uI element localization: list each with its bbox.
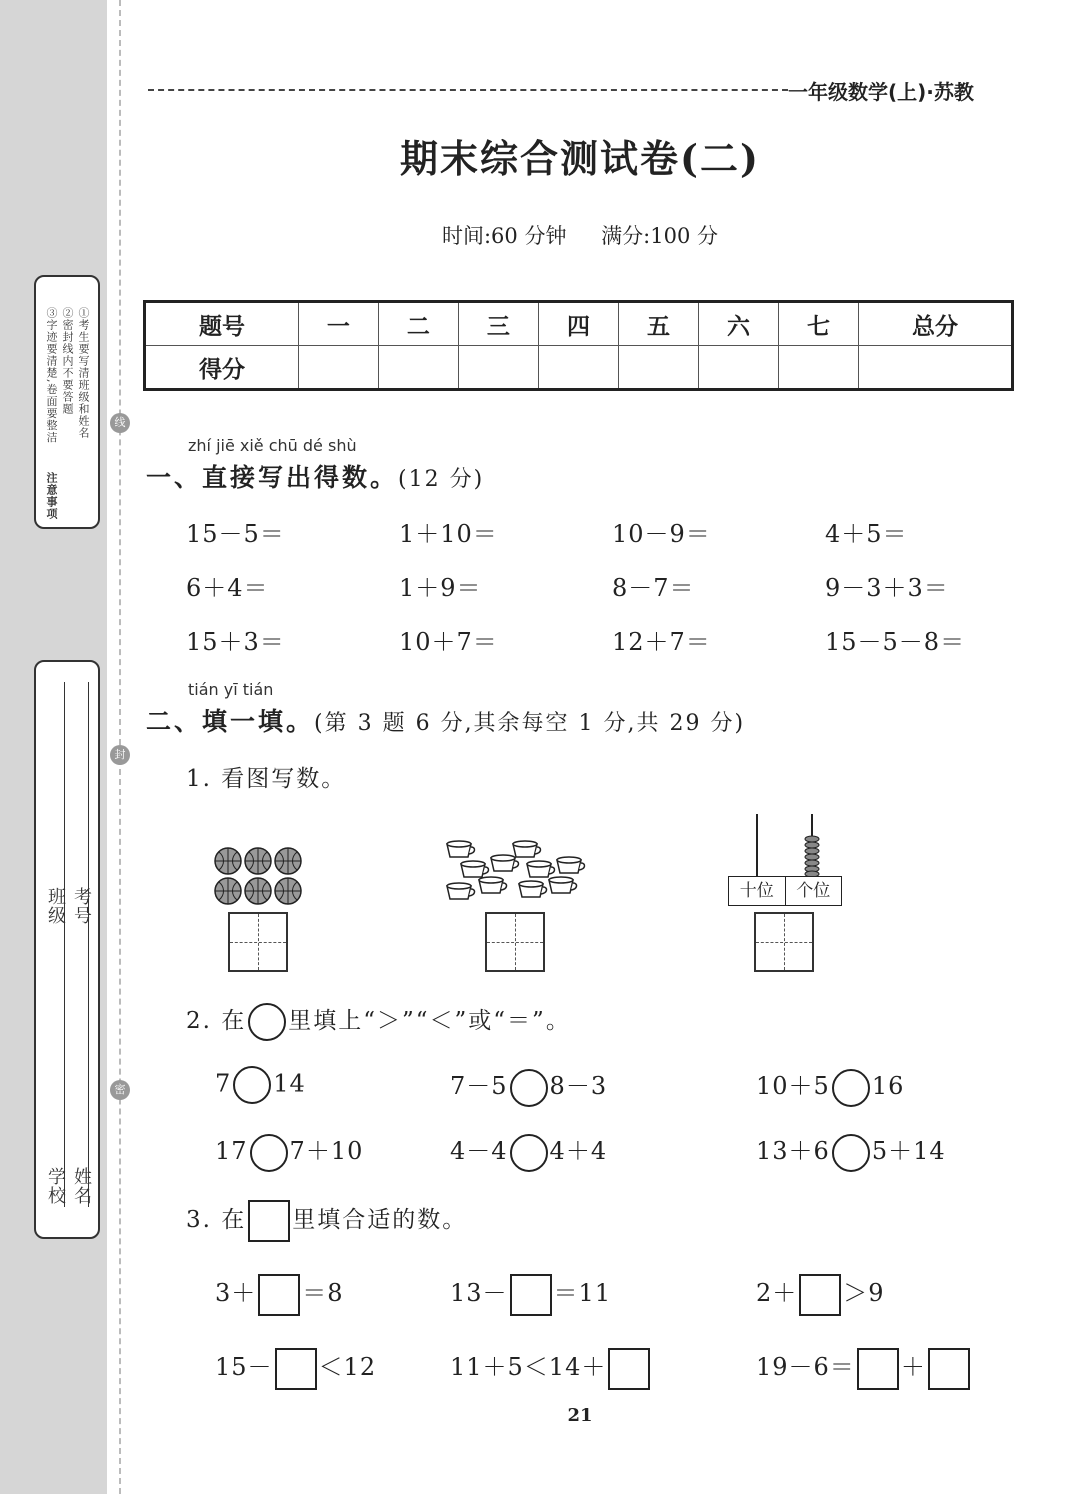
expr-part: 19－6＝ [756,1353,855,1381]
fill-item [450,1273,611,1316]
compare-circle[interactable] [832,1134,870,1172]
right-expr: 4＋4 [549,1137,608,1165]
fill-item [756,1273,885,1316]
expr-part: 3＋ [215,1279,257,1307]
fill-item [450,1347,652,1390]
left-expr: 4－4 [450,1137,508,1165]
note-3: ③字迹要清楚,卷面要整洁 [45,307,58,444]
answer-box[interactable] [608,1348,650,1390]
table-cell: 五 [618,302,698,346]
student-info-box [34,660,100,1239]
left-expr: 7－5 [450,1072,508,1100]
table-cell: 题号 [145,302,299,346]
compare-item [450,1131,607,1172]
answer-grid[interactable] [754,912,814,972]
compare-circle[interactable] [233,1066,271,1104]
answer-box[interactable] [928,1348,970,1390]
expr-part: 2＋ [756,1279,798,1307]
fill-item [756,1347,972,1390]
seal-feng-mark: 封 [110,745,130,765]
name-label: 姓名 [71,1167,92,1205]
series-label: 一年级数学(上)·苏教 [788,80,974,104]
section1-title [146,458,484,494]
equation: 10＋7＝ [399,628,498,656]
left-expr: 7 [215,1069,232,1098]
expr-part: ＝8 [302,1279,344,1307]
compare-circle[interactable] [250,1134,288,1172]
notes-title: 注意事项 [45,472,58,520]
question-3 [186,1200,467,1242]
equation: 9－3＋3＝ [825,574,949,602]
section2-pinyin: tián yī tián [188,680,274,699]
expr-part: ＋ [900,1353,926,1381]
right-expr: 8－3 [549,1072,608,1100]
compare-item [450,1066,607,1107]
abacus-base [728,876,842,906]
equation: 1＋10＝ [399,520,498,548]
score-cell[interactable] [698,346,778,390]
table-cell: 总分 [859,302,1013,346]
score-cell[interactable] [378,346,458,390]
score-table [143,300,1014,391]
q3-prefix: 3. 在 [186,1207,247,1233]
score-cell[interactable] [778,346,858,390]
table-cell: 得分 [145,346,299,390]
seal-mi-mark: 密 [110,1080,130,1100]
note-1: ①考生要写清班级和姓名 [77,307,90,439]
score-cell[interactable] [618,346,698,390]
equation: 6＋4＝ [186,574,269,602]
answer-grid[interactable] [228,912,288,972]
question-2 [186,1002,571,1041]
section1-pinyin: zhí jiē xiě chū dé shù [188,436,357,455]
equation: 15－5－8＝ [825,628,966,656]
equation: 10－9＝ [612,520,711,548]
expr-part: ＞9 [843,1279,885,1307]
ones-label: 个位 [796,881,831,901]
answer-box[interactable] [275,1348,317,1390]
compare-item [756,1066,904,1107]
notes-box [34,275,100,529]
equation: 4＋5＝ [825,520,908,548]
equation: 15－5＝ [186,520,285,548]
answer-box[interactable] [857,1348,899,1390]
full-score: 满分:100 分 [601,224,718,248]
note-2: ②密封线内不要答题 [61,307,74,415]
score-cell[interactable] [859,346,1013,390]
compare-circle[interactable] [510,1134,548,1172]
table-row [145,346,1013,390]
right-expr: 5＋14 [871,1137,946,1165]
table-cell: 二 [378,302,458,346]
section2-heading: 二、填一填。 [146,707,315,736]
expr-part: ＜12 [318,1353,377,1381]
table-cell: 三 [458,302,538,346]
exam-meta [0,220,1080,250]
compare-item [756,1131,946,1172]
section1-points: (12 分) [398,467,485,492]
equation: 12＋7＝ [612,628,711,656]
score-cell[interactable] [298,346,378,390]
abacus-illustration [726,812,842,878]
table-cell: 一 [298,302,378,346]
right-expr: 16 [871,1072,905,1100]
time-limit: 时间:60 分钟 [441,224,567,248]
equation: 1＋9＝ [399,574,482,602]
right-expr: 14 [273,1069,306,1098]
q2-prefix: 2. 在 [186,1008,247,1034]
page-title: 期末综合测试卷(二) [400,136,760,181]
expr-part: 15－ [215,1353,273,1381]
compare-item [215,1066,306,1104]
id-label: 考号 [71,887,92,925]
question-1: 1. 看图写数。 [186,766,347,792]
table-cell: 六 [698,302,778,346]
cups-illustration [443,838,593,908]
section2-title [146,702,745,738]
expr-part: ＝11 [553,1279,612,1307]
score-cell[interactable] [538,346,618,390]
compare-item [215,1131,363,1172]
circle-example [248,1003,286,1041]
expr-part: 13－ [450,1279,508,1307]
answer-box[interactable] [258,1274,300,1316]
box-example [248,1200,290,1242]
left-expr: 13＋6 [756,1137,830,1165]
q2-suffix: 里填上“＞”“＜”或“＝”。 [288,1008,571,1034]
table-row [145,302,1013,346]
section1-heading: 一、直接写出得数。 [146,463,399,492]
tens-label: 十位 [729,877,786,905]
expr-part: 11＋5＜14＋ [450,1353,607,1381]
score-cell[interactable] [458,346,538,390]
equation: 15＋3＝ [186,628,285,656]
compare-circle[interactable] [510,1069,548,1107]
header-rule [148,89,788,91]
class-label: 班级 [45,887,66,925]
table-cell: 七 [778,302,858,346]
fill-item [215,1347,376,1390]
answer-box[interactable] [510,1274,552,1316]
left-expr: 10＋5 [756,1072,830,1100]
right-expr: 7＋10 [289,1137,364,1165]
answer-box[interactable] [799,1274,841,1316]
equation: 8－7＝ [612,574,695,602]
section2-points: (第 3 题 6 分,其余每空 1 分,共 29 分) [314,711,746,736]
school-label: 学校 [45,1167,66,1205]
answer-grid[interactable] [485,912,545,972]
q3-suffix: 里填合适的数。 [292,1207,468,1233]
compare-circle[interactable] [832,1069,870,1107]
left-expr: 17 [215,1137,248,1165]
seal-line-mark: 线 [110,413,130,433]
fill-item [215,1273,344,1316]
page-number: 21 [567,1405,593,1426]
table-cell: 四 [538,302,618,346]
basketballs-illustration [212,845,307,907]
